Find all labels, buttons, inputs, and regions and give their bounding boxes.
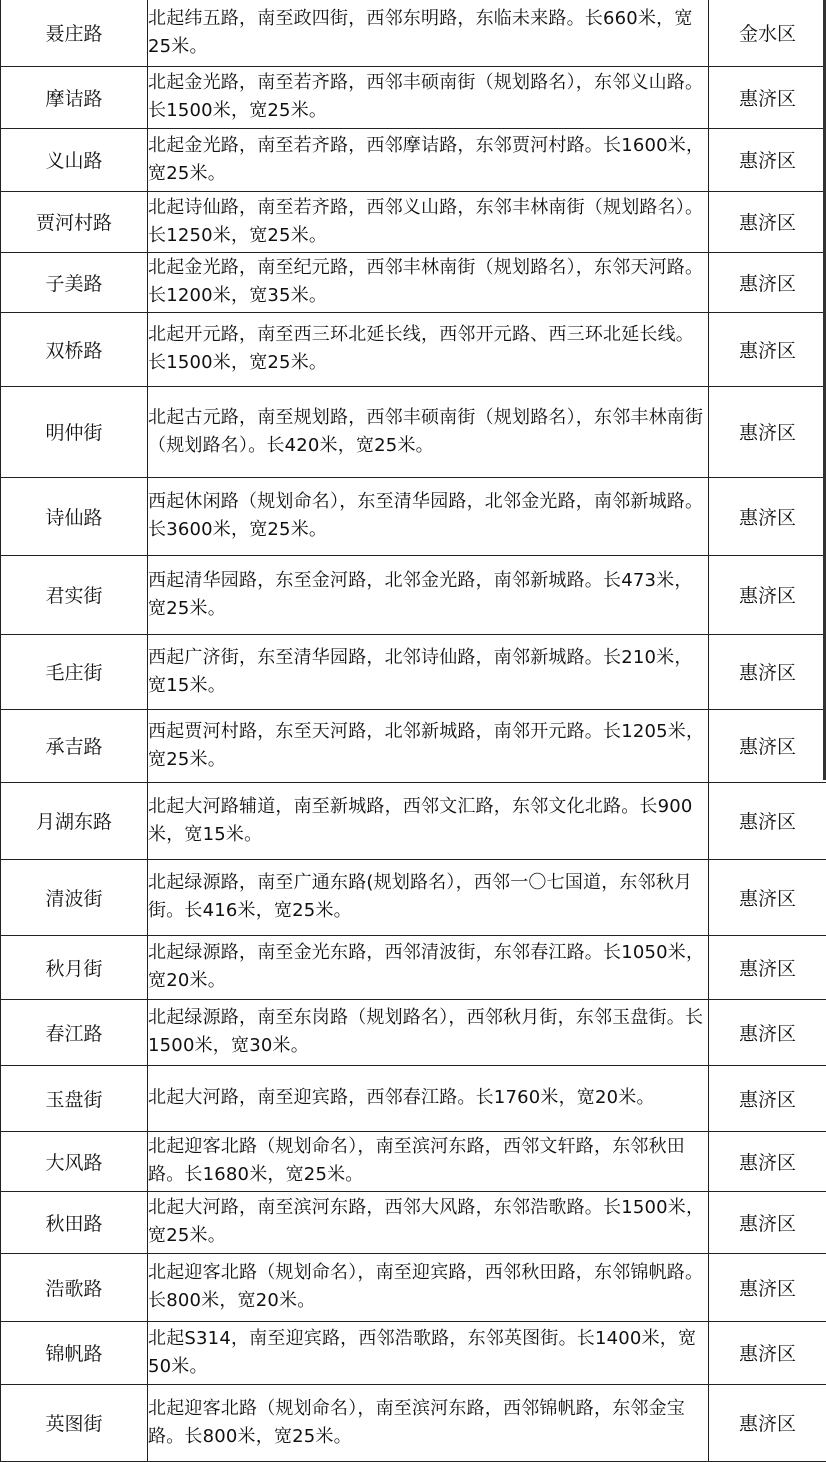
table-row: [1, 0, 826, 66]
road-name-cell: 秋月街: [1, 935, 148, 999]
road-description-cell: 北起大河路，南至迎宾路，西邻春江路。长1760米，宽20米。: [148, 1065, 709, 1131]
table-row: [1, 1253, 826, 1321]
road-description-cell: 北起古元路，南至规划路，西邻丰硕南街（规划路名），东邻丰林南街（规划路名）。长420米，宽25米。: [148, 386, 709, 477]
table-row: [1, 555, 826, 634]
table-row: [1, 782, 826, 859]
district-cell: 惠济区: [709, 1321, 826, 1384]
district-cell: 惠济区: [709, 66, 826, 128]
table-row: [1, 1384, 826, 1461]
table-row: [1, 66, 826, 128]
road-description-cell: 北起迎客北路（规划命名），南至迎宾路，西邻秋田路，东邻锦帆路。长800米，宽20米。: [148, 1253, 709, 1321]
table-row: [1, 477, 826, 555]
road-description-cell: 北起纬五路，南至政四街，西邻东明路，东临未来路。长660米，宽25米。: [148, 0, 709, 66]
road-description-cell: 北起S314，南至迎宾路，西邻浩歌路，东邻英图街。长1400米，宽50米。: [148, 1321, 709, 1384]
district-cell: 惠济区: [709, 935, 826, 999]
table-row: [1, 312, 826, 386]
district-cell: 惠济区: [709, 1191, 826, 1253]
table-row: [1, 386, 826, 477]
road-description-cell: 北起迎客北路（规划命名），南至滨河东路，西邻锦帆路，东邻金宝路。长800米，宽25米。: [148, 1384, 709, 1461]
road-name-cell: 锦帆路: [1, 1321, 148, 1384]
road-name-cell: 英图街: [1, 1384, 148, 1461]
district-cell: 惠济区: [709, 709, 826, 782]
road-name-cell: 子美路: [1, 252, 148, 312]
district-cell: 惠济区: [709, 555, 826, 634]
district-cell: 惠济区: [709, 312, 826, 386]
table-row: [1, 634, 826, 709]
road-description-cell: 西起广济街，东至清华园路，北邻诗仙路，南邻新城路。长210米，宽15米。: [148, 634, 709, 709]
road-name-cell: 义山路: [1, 128, 148, 191]
road-description-cell: 北起诗仙路，南至若齐路，西邻义山路，东邻丰林南街（规划路名）。长1250米，宽25米。: [148, 191, 709, 252]
table-row: [1, 128, 826, 191]
road-name-cell: 毛庄街: [1, 634, 148, 709]
district-cell: 惠济区: [709, 634, 826, 709]
road-name-cell: 玉盘街: [1, 1065, 148, 1131]
road-name-cell: 君实街: [1, 555, 148, 634]
road-name-cell: 承吉路: [1, 709, 148, 782]
road-name-cell: 大风路: [1, 1131, 148, 1191]
table-row: [1, 709, 826, 782]
road-name-cell: 明仲街: [1, 386, 148, 477]
table-row: [1, 1191, 826, 1253]
road-description-cell: 北起大河路辅道，南至新城路，西邻文汇路，东邻文化北路。长900米，宽15米。: [148, 782, 709, 859]
road-description-cell: 北起大河路，南至滨河东路，西邻大风路，东邻浩歌路。长1500米，宽25米。: [148, 1191, 709, 1253]
district-cell: 惠济区: [709, 191, 826, 252]
district-cell: 惠济区: [709, 859, 826, 935]
table-row: [1, 935, 826, 999]
road-description-cell: 北起金光路，南至若齐路，西邻丰硕南街（规划路名），东邻义山路。长1500米，宽25米。: [148, 66, 709, 128]
road-description-cell: 西起贾河村路，东至天河路，北邻新城路，南邻开元路。长1205米，宽25米。: [148, 709, 709, 782]
district-cell: 惠济区: [709, 1131, 826, 1191]
table-row: [1, 999, 826, 1065]
district-cell: 惠济区: [709, 1065, 826, 1131]
table-row: [1, 1321, 826, 1384]
district-cell: 惠济区: [709, 252, 826, 312]
road-description-cell: 北起绿源路，南至广通东路(规划路名），西邻一〇七国道，东邻秋月街。长416米，宽25米。: [148, 859, 709, 935]
table-body: [1, 0, 826, 1461]
table-row: [1, 191, 826, 252]
road-name-cell: 春江路: [1, 999, 148, 1065]
road-name-cell: 双桥路: [1, 312, 148, 386]
road-name-cell: 聂庄路: [1, 0, 148, 66]
road-description-cell: 北起金光路，南至纪元路，西邻丰林南街（规划路名），东邻天河路。长1200米，宽35米。: [148, 252, 709, 312]
road-description-cell: 西起休闲路（规划命名），东至清华园路，北邻金光路，南邻新城路。长3600米，宽25米。: [148, 477, 709, 555]
road-name-cell: 月湖东路: [1, 782, 148, 859]
road-name-cell: 浩歌路: [1, 1253, 148, 1321]
table-row: [1, 252, 826, 312]
district-cell: 惠济区: [709, 1253, 826, 1321]
road-name-cell: 贾河村路: [1, 191, 148, 252]
table-row: [1, 1131, 826, 1191]
district-cell: 惠济区: [709, 386, 826, 477]
road-name-cell: 诗仙路: [1, 477, 148, 555]
road-name-cell: 清波街: [1, 859, 148, 935]
district-cell: 惠济区: [709, 477, 826, 555]
road-description-cell: 北起迎客北路（规划命名），南至滨河东路，西邻文轩路，东邻秋田路。长1680米，宽25米。: [148, 1131, 709, 1191]
district-cell: 惠济区: [709, 999, 826, 1065]
road-description-cell: 北起开元路，南至西三环北延长线，西邻开元路、西三环北延长线。长1500米，宽25米。: [148, 312, 709, 386]
road-description-cell: 北起绿源路，南至金光东路，西邻清波街，东邻春江路。长1050米，宽20米。: [148, 935, 709, 999]
road-name-cell: 摩诘路: [1, 66, 148, 128]
district-cell: 惠济区: [709, 782, 826, 859]
road-name-cell: 秋田路: [1, 1191, 148, 1253]
district-cell: 惠济区: [709, 1384, 826, 1461]
district-cell: 金水区: [709, 0, 826, 66]
road-description-cell: 西起清华园路，东至金河路，北邻金光路，南邻新城路。长473米，宽25米。: [148, 555, 709, 634]
table-row: [1, 1065, 826, 1131]
road-description-cell: 北起绿源路，南至东岗路（规划路名），西邻秋月街，东邻玉盘街。长1500米，宽30米。: [148, 999, 709, 1065]
district-cell: 惠济区: [709, 128, 826, 191]
road-description-cell: 北起金光路，南至若齐路，西邻摩诘路，东邻贾河村路。长1600米，宽25米。: [148, 128, 709, 191]
table-row: [1, 859, 826, 935]
